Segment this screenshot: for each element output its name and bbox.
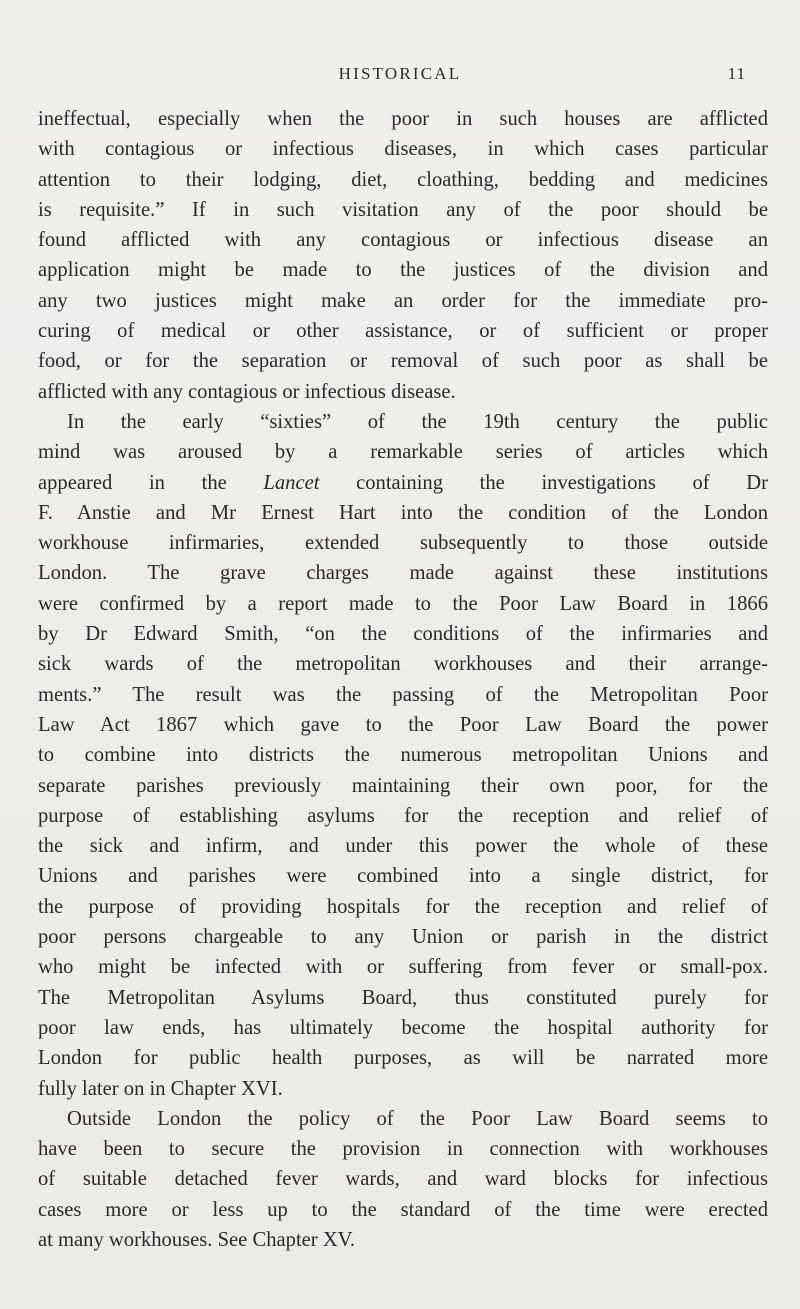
text-line: food, or for the separation or removal of such poor as shall be — [38, 350, 768, 373]
text-line: the sick and infirm, and under this power the whole of these — [38, 835, 768, 858]
text-line: curing of medical or other assistance, or of sufficient or proper — [38, 320, 768, 343]
text-line: the purpose of providing hospitals for the reception and relief of — [38, 895, 768, 918]
text-line: workhouse infirmaries, extended subsequently to those outside — [38, 532, 768, 555]
running-title: HISTORICAL — [338, 64, 462, 83]
text-line: separate parishes previously maintaining their own poor, for the — [38, 774, 768, 797]
body-text — [38, 104, 768, 1255]
text-line: attention to their lodging, diet, cloathing, bedding and medicines — [38, 168, 768, 191]
text-line: of suitable detached fever wards, and ward blocks for infectious — [38, 1168, 768, 1191]
text-line: is requisite.” If in such visitation any of the poor should be — [38, 198, 768, 221]
text-line: cases more or less up to the standard of the time were erected — [38, 1198, 768, 1221]
text-line: to combine into districts the numerous metropolitan Unions and — [38, 744, 768, 767]
text-line: afflicted with any contagious or infectious disease. — [38, 380, 456, 403]
paragraph — [38, 104, 768, 407]
journal-title-italic: Lancet — [263, 471, 320, 494]
text-line: Law Act 1867 which gave to the Poor Law Board the power — [38, 713, 768, 736]
text-line: London for public health purposes, as will be narrated more — [38, 1047, 768, 1070]
text-line: Unions and parishes were combined into a single district, for — [38, 865, 768, 888]
text-line: In the early “sixties” of the 19th century the public — [67, 410, 768, 433]
text-line: mind was aroused by a remarkable series of articles which — [38, 441, 768, 464]
paragraph — [38, 1104, 768, 1255]
page-number: 11 — [727, 64, 746, 83]
text-line — [38, 468, 768, 498]
text-line: ments.” The result was the passing of the Metropolitan Poor — [38, 683, 768, 706]
text-line: have been to secure the provision in connection with workhouses — [38, 1138, 768, 1161]
text-line: with contagious or infectious diseases, in which cases particular — [38, 138, 768, 161]
text-line: London. The grave charges made against these institutions — [38, 562, 768, 585]
text-line: who might be infected with or suffering from fever or small-pox. — [38, 956, 768, 979]
text-line: fully later on in Chapter XVI. — [38, 1077, 283, 1100]
text-line: ineffectual, especially when the poor in such houses are afflicted — [38, 108, 768, 130]
text-line: were confirmed by a report made to the Poor Law Board in 1866 — [38, 592, 768, 615]
text-line: Outside London the policy of the Poor Law Board seems to — [67, 1107, 768, 1130]
text-segment: containing the investigations of Dr — [319, 471, 768, 494]
text-line: purpose of establishing asylums for the reception and relief of — [38, 804, 768, 827]
text-line: any two justices might make an order for the immediate pro- — [38, 289, 768, 312]
text-line: poor persons chargeable to any Union or parish in the district — [38, 926, 768, 949]
text-line: at many workhouses. See Chapter XV. — [38, 1228, 356, 1251]
text-line: The Metropolitan Asylums Board, thus constituted purely for — [38, 986, 768, 1009]
text-line: poor law ends, has ultimately become the hospital authority for — [38, 1016, 768, 1039]
text-segment: appeared in the — [38, 471, 264, 494]
text-line: application might be made to the justices of the division and — [38, 259, 768, 282]
paragraph — [38, 407, 768, 1104]
text-line: by Dr Edward Smith, “on the conditions of the infirmaries and — [38, 623, 768, 646]
running-head — [0, 62, 800, 88]
text-line: found afflicted with any contagious or infectious disease an — [38, 229, 768, 252]
text-line: sick wards of the metropolitan workhouses and their arrange- — [38, 653, 768, 676]
text-line: F. Anstie and Mr Ernest Hart into the condition of the London — [38, 501, 768, 524]
